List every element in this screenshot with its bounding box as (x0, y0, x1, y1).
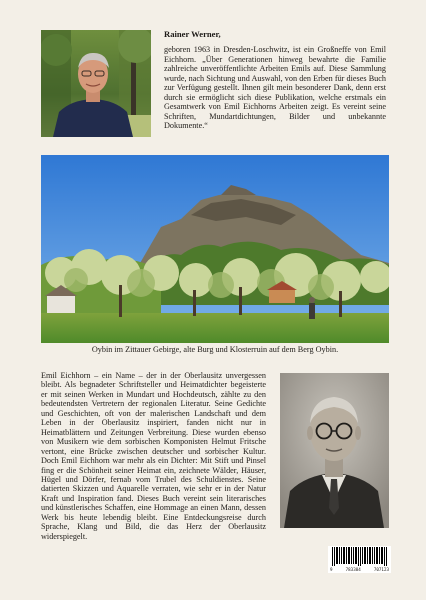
barcode-digit-group-1: 783384 (345, 567, 361, 572)
isbn-barcode (328, 546, 391, 573)
barcode-digit-group-2: 707123 (373, 567, 389, 572)
author-photo (41, 30, 151, 137)
portrait-photo (280, 373, 389, 528)
main-description: Emil Eichhorn – ein Name – der in der Oberlausitz unvergessen bleibt. Als begnadeter Schriftsteller und Heimatdichter begeisterte er mit seinen Werken in Mundart und Hochdeutsch, zählte zu den bedeutendsten Vertretern der regionalen Literatur. Seine Gedichte und Geschichten, oft von der malerischen Landschaft und dem Leben in der Oberlausitz inspiriert, fanden nicht nur in Heimatblättern und Zeitungen Verbreitung. Diese wurden ebenso von Musikern wie dem sorbischen Komponisten Helmut Fritsche vertont, eine Brücke zwischen deutscher und sorbischer Kultur. Doch Emil Eichhorn war mehr als ein Dichter: Mit Stift und Pinsel fing er die Schönheit seiner Heimat ein, zeichnete Wälder, Häuser, Hügel und Dörfer, fernab vom Trubel des Schuldienstes. Seine datierten Skizzen und Aquarelle verraten, wie sehr er in der Natur Kraft und Inspiration fand. Dieses Buch vereint sein literarisches und künstlerisches Schaffen, eine Hommage an einen Mann, dessen Werk bis heute lebendig bleibt. Eine Entdeckungsreise durch Sprache, Klang und Bild, die das Herz der Oberlausitz widerspiegelt. (41, 371, 266, 541)
landscape-caption: Oybin im Zittauer Gebirge, alte Burg und Klosterruin auf dem Berg Oybin. (91, 345, 339, 354)
landscape-photo (41, 155, 389, 343)
barcode-digits (328, 567, 391, 572)
author-bio: geboren 1963 in Dresden-Loschwitz, ist ein Großneffe von Emil Eichhorn. „Über Generationen hinweg bewahrte die Familie zahlreiche unveröffentlichte Arbeiten Emils auf. Diese Sammlung wurde, nach Sichtung und Auswahl, von den Erben für dieses Buch zur Verfügung gestellt. Ihnen gilt mein besonderer Dank, denn erst durch sie ermöglicht sich diese Publikation, welche erstmals ein Gesamtwerk von Emil Eichhorns Arbeiten zeigt. Es vereint seine Schriften, Mundartdichtungen, Bilder und unbekannte Dokumente.“ (164, 45, 386, 130)
author-name: Rainer Werner, (164, 29, 221, 39)
barcode-digit-prefix: 9 (330, 567, 333, 572)
